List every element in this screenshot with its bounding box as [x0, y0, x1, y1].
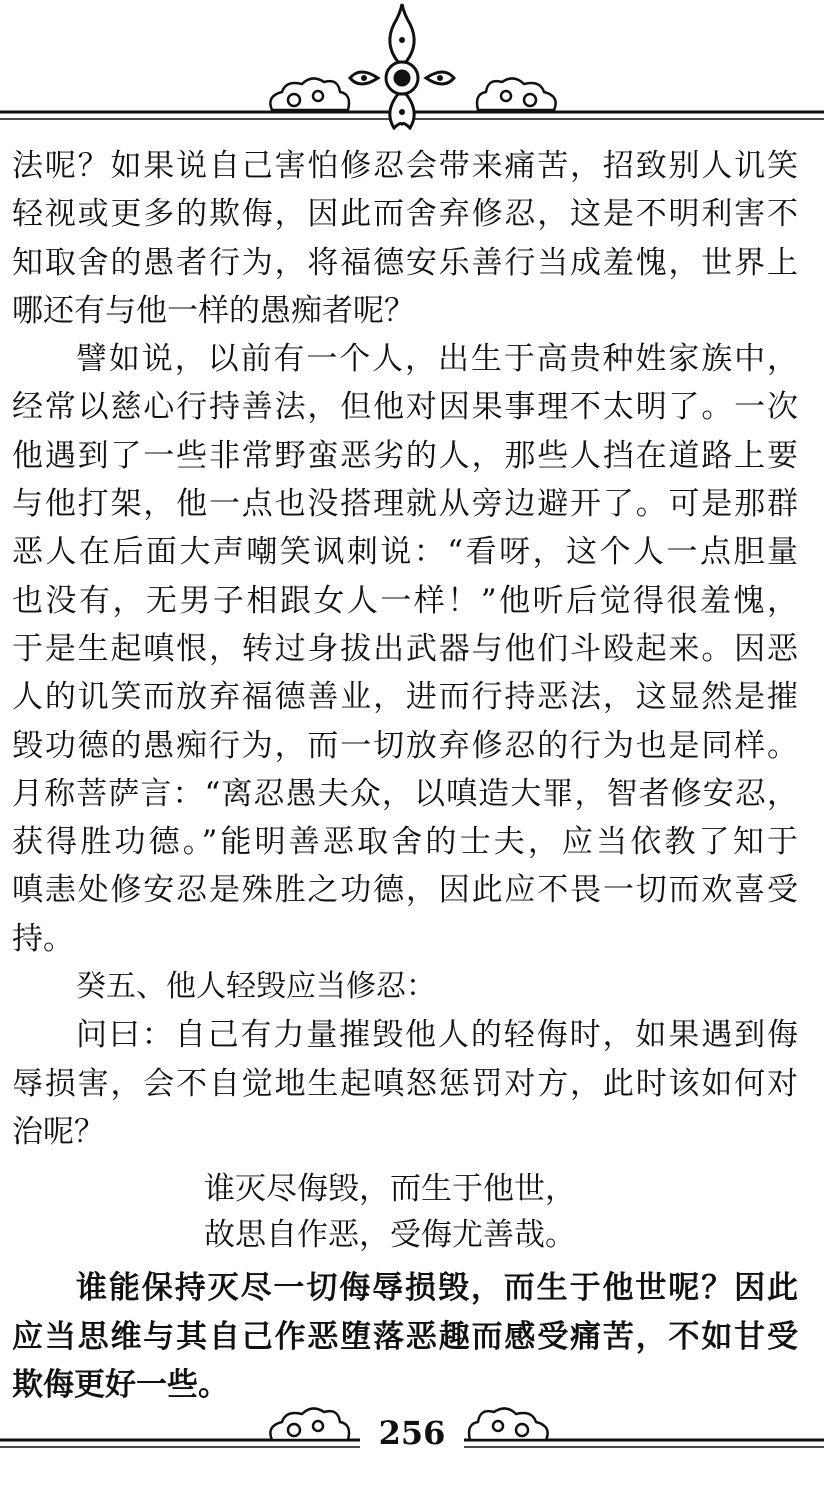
body-line: 于是生起嗔恨，转过身拔出武器与他们斗殴起来。因恶 — [12, 630, 798, 667]
body-line: 持。 — [12, 920, 74, 957]
question-line: 辱损害，会不自觉地生起嗔怒惩罚对方，此时该如何对 — [12, 1065, 798, 1102]
verse-line: 谁灭尽侮毁，而生于他世， — [204, 1171, 576, 1208]
body-line: 经常以慈心行持善法，但他对因果事理不太明了。一次 — [12, 389, 798, 426]
verse-line: 故思自作恶，受侮尤善哉。 — [204, 1217, 576, 1254]
section-heading: 癸五、他人轻毁应当修忍： — [76, 969, 436, 1005]
page-number: 256 — [378, 1414, 446, 1452]
body-line: 法呢？如果说自己害怕修忍会带来痛苦，招致别人讥笑 — [12, 148, 798, 184]
body-line: 毁功德的愚痴行为，而一切放弃修忍的行为也是同样。 — [12, 727, 798, 764]
header-ornament — [0, 0, 824, 130]
question-line: 问曰：自己有力量摧毁他人的轻侮时，如果遇到侮 — [76, 1017, 798, 1054]
commentary-line: 应当思维与其自己作恶堕落恶趣而感受痛苦，不如甘受 — [12, 1318, 798, 1355]
body-line: 嗔恚处修安忍是殊胜之功德，因此应不畏一切而欢喜受 — [12, 872, 798, 909]
body-line: 他遇到了一些非常野蛮恶劣的人，那些人挡在道路上要 — [12, 437, 798, 474]
body-line: 知取舍的愚者行为，将福德安乐善行当成羞愧，世界上 — [12, 244, 798, 281]
question-line: 治呢？ — [12, 1113, 105, 1150]
body-line: 也没有，无男子相跟女人一样！”他听后觉得很羞愧， — [12, 582, 798, 619]
body-line: 恶人在后面大声嘲笑讽刺说：“看呀，这个人一点胆量 — [12, 534, 798, 571]
page-body — [12, 142, 798, 1409]
body-line: 与他打架，他一点也没搭理就从旁边避开了。可是那群 — [12, 486, 798, 523]
commentary-line: 谁能保持灭尽一切侮辱损毁，而生于他世呢？因此 — [76, 1270, 798, 1307]
body-line: 譬如说，以前有一个人，出生于高贵种姓家族中， — [76, 341, 798, 378]
body-line: 获得胜功德。”能明善恶取舍的士夫，应当依教了知于 — [12, 824, 798, 861]
body-line: 月称菩萨言：“离忍愚夫众，以嗔造大罪，智者修安忍， — [12, 775, 798, 812]
body-line: 轻视或更多的欺侮，因此而舍弃修忍，这是不明利害不 — [12, 196, 798, 233]
body-line: 哪还有与他一样的愚痴者呢？ — [12, 292, 415, 329]
commentary-line: 欺侮更好一些。 — [12, 1366, 229, 1403]
body-line: 人的讥笑而放弃福德善业，进而行持恶法，这显然是摧 — [12, 679, 798, 716]
vajra-ornament-icon — [0, 0, 824, 130]
